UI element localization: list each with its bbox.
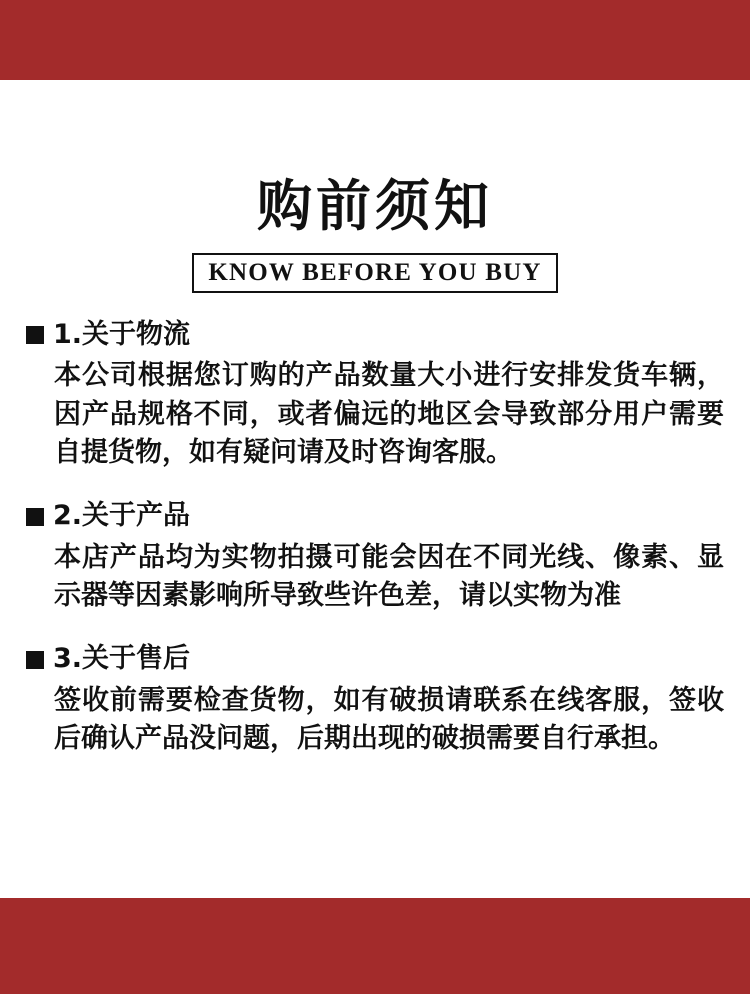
page-subtitle: KNOW BEFORE YOU BUY (192, 253, 557, 294)
section-heading-label: 1.关于物流 (53, 319, 191, 350)
bottom-red-band (0, 898, 750, 994)
section-body: 签收前需要检查货物，如有破损请联系在线客服，签收后确认产品没问题，后期出现的破损需要自行承担。 (54, 684, 724, 755)
section-heading-label: 3.关于售后 (53, 643, 191, 675)
page-title: 购前须知 (256, 174, 493, 238)
section-body: 本店产品均为实物拍摄可能会因在不同光线、像素、显示器等因素影响所导致些许色差，请以实物为准 (54, 541, 724, 612)
section-logistics (26, 319, 724, 472)
content-area (0, 80, 750, 898)
sections-list (26, 319, 724, 758)
section-heading-label: 2.关于产品 (53, 500, 191, 532)
section-heading (26, 643, 724, 675)
section-heading (26, 319, 724, 351)
section-body: 本公司根据您订购的产品数量大小进行安排发货车辆，因产品规格不同，或者偏远的地区会导致部分用户需要自提货物，如有疑问请及时咨询客服。 (54, 360, 724, 469)
section-heading (26, 500, 724, 532)
square-bullet-icon (26, 326, 44, 344)
section-after-sales (26, 643, 724, 758)
top-red-band (0, 0, 750, 80)
square-bullet-icon (26, 508, 44, 526)
subtitle-wrapper (26, 253, 724, 294)
square-bullet-icon (26, 651, 44, 669)
section-product (26, 500, 724, 615)
